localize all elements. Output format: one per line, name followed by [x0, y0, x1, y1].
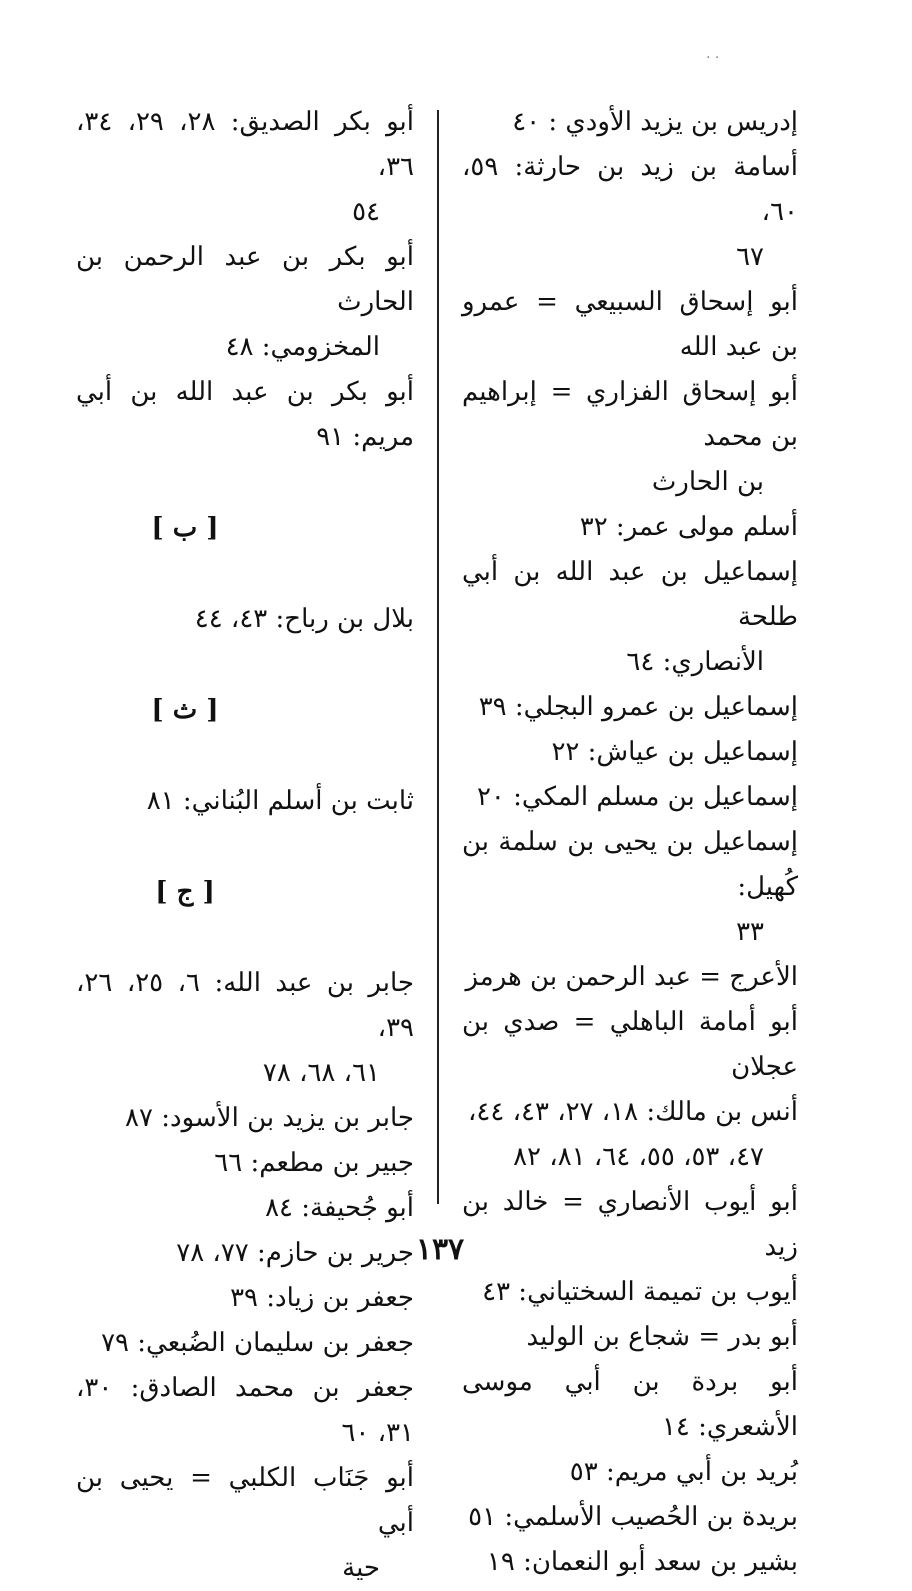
index-entry-continuation: ٦٧ — [736, 242, 764, 272]
index-entry — [76, 597, 414, 642]
index-entry — [76, 1231, 414, 1276]
section-heading-tha: [ ث ] — [151, 695, 219, 725]
index-entry-text: أبو بكر بن عبد الرحمن بن الحارث — [76, 242, 414, 317]
index-entry — [462, 370, 798, 505]
index-entry-text: جبير بن مطعم: ٦٦ — [214, 1148, 414, 1178]
index-entry — [462, 1090, 798, 1180]
index-entry-continuation: ٣٣ — [736, 917, 764, 947]
index-entry-continuation: المخزومي: ٤٨ — [225, 332, 380, 362]
index-entry — [462, 100, 798, 145]
index-entry-text: إسماعيل بن عمرو البجلي: ٣٩ — [478, 692, 798, 722]
index-entry-text: بريدة بن الحُصيب الأسلمي: ٥١ — [468, 1502, 798, 1532]
index-entry-text: جابر بن يزيد بن الأسود: ٨٧ — [125, 1103, 414, 1133]
index-entry — [462, 145, 798, 280]
index-entry — [462, 1450, 798, 1495]
index-entry — [76, 1141, 414, 1186]
index-entry-text: إسماعيل بن عبد الله بن أبي طلحة — [462, 557, 798, 632]
index-entry-text: جابر بن عبد الله: ٦، ٢٥، ٢٦، ٣٩، — [76, 968, 414, 1043]
index-entry — [76, 961, 414, 1096]
index-entry — [76, 1456, 414, 1591]
index-entry — [462, 1270, 798, 1315]
section-heading-ba: [ ب ] — [151, 513, 219, 543]
index-entry-text: ثابت بن أسلم البُناني: ٨١ — [146, 786, 414, 816]
index-entry-continuation: حية — [342, 1553, 380, 1583]
index-entry-text: بشير بن سعد أبو النعمان: ١٩ — [486, 1547, 798, 1577]
index-entry — [76, 1276, 414, 1321]
index-entry — [462, 775, 798, 820]
index-entry-text: أبو جَنَاب الكلبي = يحيى بن أبي — [76, 1463, 414, 1538]
index-entry-text: أبو أمامة الباهلي = صدي بن عجلان — [462, 1007, 798, 1082]
index-entry-text: أبو بردة بن أبي موسى الأشعري: ١٤ — [462, 1367, 798, 1442]
index-entry — [76, 370, 414, 460]
index-entry-text: أبو بكر بن عبد الله بن أبي مريم: ٩١ — [76, 377, 414, 452]
index-entry — [462, 685, 798, 730]
index-entry-text: إدريس بن يزيد الأودي : ٤٠ — [512, 107, 798, 137]
index-entry — [462, 955, 798, 1000]
index-entry-continuation: ٤٧، ٥٣، ٥٥، ٦٤، ٨١، ٨٢ — [513, 1142, 764, 1172]
index-entry — [76, 1321, 414, 1366]
jim-entries — [76, 961, 414, 1591]
index-entry — [76, 235, 414, 370]
index-entry-continuation: ٥٤ — [352, 197, 380, 227]
index-entry-continuation: ٦١، ٦٨، ٧٨ — [262, 1058, 380, 1088]
header-marks: · · — [706, 50, 720, 66]
index-entry — [462, 1540, 798, 1585]
index-entry-text: بلال بن رباح: ٤٣، ٤٤ — [194, 604, 414, 634]
index-entry — [462, 1315, 798, 1360]
ba-entries — [76, 597, 414, 642]
index-entry — [462, 1495, 798, 1540]
page-number: ١٣٧ — [415, 1232, 465, 1267]
index-entry-text: إسماعيل بن مسلم المكي: ٢٠ — [476, 782, 798, 812]
index-entry-text: أبو بدر = شجاع بن الوليد — [526, 1322, 798, 1352]
index-entry-text: أبو إسحاق الفزاري = إبراهيم بن محمد — [462, 377, 798, 452]
index-entry-text: جعفر بن زياد: ٣٩ — [230, 1283, 414, 1313]
index-entry-text: أبو إسحاق السبيعي = عمرو بن عبد الله — [462, 287, 798, 362]
index-entry — [462, 505, 798, 550]
index-entry — [462, 550, 798, 685]
index-entry-text: أبو أيوب الأنصاري = خالد بن زيد — [462, 1187, 798, 1262]
index-entry-text: أيوب بن تميمة السختياني: ٤٣ — [482, 1277, 798, 1307]
index-entry-continuation: بن الحارث — [651, 467, 764, 497]
index-entry — [76, 1186, 414, 1231]
left-column — [76, 100, 414, 1591]
left-intro-entries — [76, 100, 414, 460]
index-entry — [462, 280, 798, 370]
index-entry — [462, 1360, 798, 1450]
index-entry — [76, 1096, 414, 1141]
index-entry-text: إسماعيل بن يحيى بن سلمة بن كُهيل: — [462, 827, 798, 902]
index-entry-text: بُريد بن أبي مريم: ٥٣ — [569, 1457, 798, 1487]
index-entry-text: جرير بن حازم: ٧٧، ٧٨ — [176, 1238, 414, 1268]
index-entry-text: جعفر بن محمد الصادق: ٣٠، ٣١، ٦٠ — [76, 1373, 414, 1448]
index-entry-text: الأعرج = عبد الرحمن بن هرمز — [465, 962, 798, 992]
right-column — [462, 100, 798, 1585]
index-entry-continuation: الأنصاري: ٦٤ — [626, 647, 764, 677]
index-entry-text: أسلم مولى عمر: ٣٢ — [579, 512, 798, 542]
index-entry — [462, 820, 798, 955]
index-entry — [76, 100, 414, 235]
tha-entries — [76, 779, 414, 824]
index-entry-text: أنس بن مالك: ١٨، ٢٧، ٤٣، ٤٤، — [468, 1097, 798, 1127]
index-entry-text: أبو بكر الصديق: ٢٨، ٢٩، ٣٤، ٣٦، — [76, 107, 415, 182]
index-entry-text: جعفر بن سليمان الضُبعي: ٧٩ — [101, 1328, 414, 1358]
index-entry — [76, 1366, 414, 1456]
index-entry-text: أسامة بن زيد بن حارثة: ٥٩، ٦٠، — [462, 152, 798, 227]
column-divider — [437, 110, 439, 1204]
section-heading-jim: [ ج ] — [155, 877, 215, 907]
index-entry — [462, 1000, 798, 1090]
index-entry — [462, 1180, 798, 1270]
index-entry-text: إسماعيل بن عياش: ٢٢ — [551, 737, 798, 767]
index-entry — [462, 730, 798, 775]
index-entry — [76, 779, 414, 824]
index-entry-text: أبو جُحيفة: ٨٤ — [265, 1193, 414, 1223]
